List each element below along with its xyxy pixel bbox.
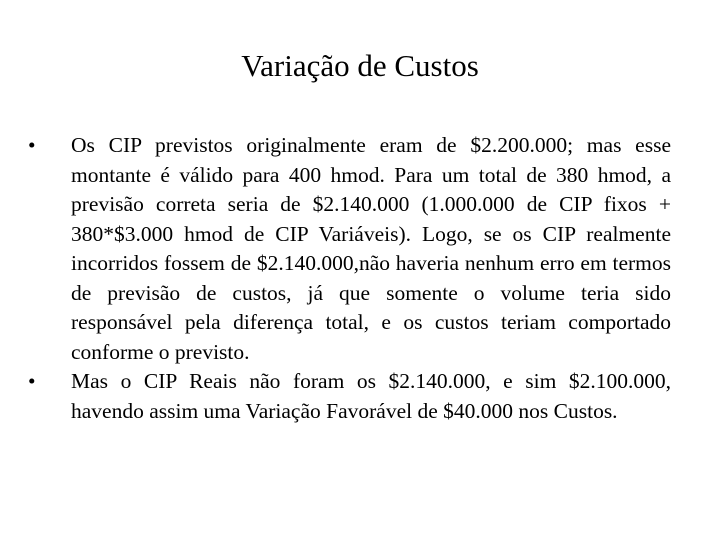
bullet-item [28,367,671,426]
bullet-text: Os CIP previstos originalmente eram de $2.200.000; mas esse montante é válido para 400 hmod. Para um total de 380 hmod, a previsão correta seria de $2.140.000 (1.000.000 de CIP fixos + 380*$3.000 hmod de CIP Variáveis). Logo, se os CIP realmente incorridos fossem de $2.140.000,não haveria nenhum erro em termos de previsão de custos, já que somente o volume teria sido responsável pela diferença total, e os custos teriam comportado conforme o previsto. [71,133,671,364]
bullet-marker-icon: • [28,369,36,393]
bullet-text: Mas o CIP Reais não foram os $2.140.000, e sim $2.100.000, havendo assim uma Variação Favorável de $40.000 nos Custos. [71,369,671,423]
bullet-marker-icon: • [28,133,36,157]
bullet-list [28,131,671,426]
slide-title: Variação de Custos [241,48,479,83]
bullet-item [28,131,671,367]
